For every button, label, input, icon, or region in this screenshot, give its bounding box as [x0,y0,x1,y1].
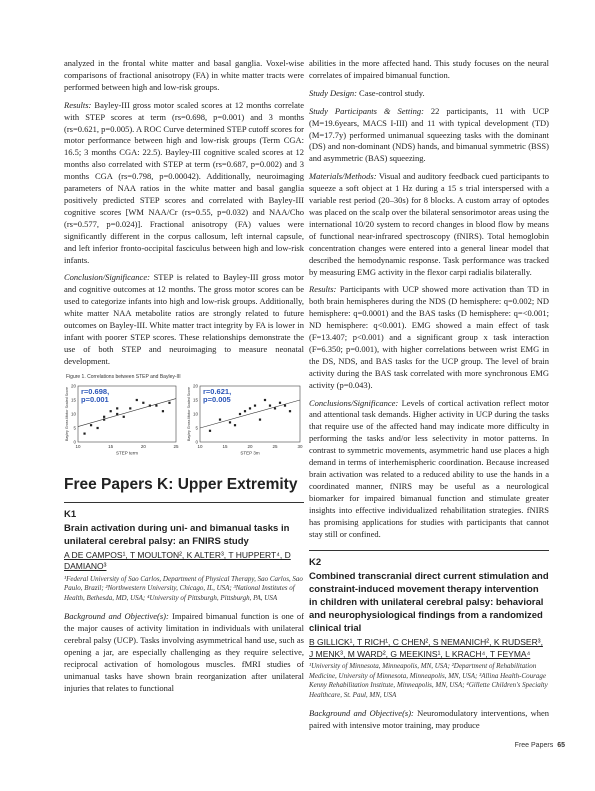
y-tick-label: 0 [73,439,76,445]
data-point [123,415,125,417]
y-axis-label: Bayley Gross Motor Scaled Score [187,386,191,441]
paragraph-text: analyzed in the frontal white matter and basal ganglia. Voxel-wise comparisons of fractional anisotropy (FA) in white matter tracts were performed between high and low-risk groups. [64,58,304,92]
paragraph-lead: Materials/Methods: [309,171,377,182]
left-column [64,58,304,701]
data-point [97,427,99,429]
page-number: 65 [557,742,565,749]
x-tick-label: 15 [222,443,228,449]
section-heading: Free Papers K: Upper Extremity [64,475,298,493]
abstract-affiliations: ¹University of Minnesota, Minneapolis, MN, USA; ²Department of Rehabilitation Medicine, University of Minnesota, Minneapolis, MN, USA; ³Allina Health-Courage Kenny Rehabilitation Institute, Minneapolis, MN, USA; ⁴Gillette Children's Specialty Healthcare, St. Paul, MN, USA [309,662,548,699]
x-tick-label: 25 [173,443,179,449]
paragraph-text: Visual and auditory feedback cued participants to squeeze a soft object at 1 Hz during a 15 s trial interspersed with a variable rest period (20–30s) for 8 blocks. A custom array of optodes was placed on the scalp over the bilateral sensorimotor areas using the international 10/20 system to record changes in blood flow by means of functional near-infrared spectroscopy (fNIRS). Total hemoglobin concentration changes were entered into a general linear model that described the hemodynamic response. Task performance was tracked by measuring EMG activity in the flexor carpi radialis bilaterally. [309,171,549,277]
data-point [168,401,170,403]
page-footer [515,742,565,749]
data-point [83,432,85,434]
chart-annotation: r=0.621, [203,386,232,396]
paragraph [64,58,304,94]
chart-annotation: p=0.001 [81,394,109,404]
data-point [254,404,256,406]
y-tick-label: 5 [195,425,198,431]
y-tick-label: 5 [73,425,76,431]
y-tick-label: 15 [192,397,198,403]
abstract-title: Combined transcranial direct current stimulation and constraint-induced movement therapy intervention in children with unilateral cerebral palsy: behavioral and neurophysiological findings from a randomized clinical trial [309,571,549,635]
y-tick-label: 0 [195,439,198,445]
figure-title: Figure 1. Correlations between STEP and Bayley-III [66,373,181,380]
y-tick-label: 20 [192,383,198,389]
paragraph [64,100,304,267]
abstract-body [309,708,549,732]
data-point [116,407,118,409]
abstract-id: K2 [309,557,322,569]
data-point [259,418,261,420]
paragraph-lead: Study Participants & Setting: [309,105,424,116]
paragraph [64,272,304,367]
x-tick-label: 10 [197,443,203,449]
paragraph-lead: Conclusion/Significance: [64,272,150,283]
data-point [209,429,211,431]
paragraph-text: Participants with UCP showed more activation than TD in both brain hemispheres during the NDS (D hemisphere: q=0.002; ND hemisphere: q=0.0001) and the BAS tasks (D hemisphere: q=<0.001; ND hemisphere: q<0.001). EMG showed a main effect of task (F=13.407; p<0.001) and a significant group x task interaction (F=6.350; p=0.001), with higher correlations between wrist EMG in the DS, NDS, and BAS tasks for the UCP group. The level of brain activity during the BAS task correlated with more synchronous EMG activity (p=0.043). [309,284,549,390]
abstract-k1 [64,509,304,695]
abstract-authors: B GILLICK¹, T RICH¹, C CHEN², S NEMANICH², K RUDSER³, J MENK³, M WARD², G MEEKINS¹, L KRACH⁴, T FEYMA⁴ [309,637,543,659]
data-point [229,421,231,423]
data-point [116,413,118,415]
data-point [219,418,221,420]
paragraph [309,398,549,541]
y-tick-label: 10 [70,411,76,417]
data-point [269,404,271,406]
divider [309,550,549,551]
chart-annotation: r=0.698, [81,386,110,396]
x-tick-label: 20 [247,443,253,449]
data-point [149,404,151,406]
data-point [239,413,241,415]
data-point [103,418,105,420]
paragraph [309,88,549,100]
data-point [279,401,281,403]
data-point [249,407,251,409]
data-point [284,404,286,406]
chart-annotation: p=0.005 [203,394,231,404]
y-tick-label: 15 [70,397,76,403]
x-tick-label: 30 [297,443,303,449]
y-tick-label: 20 [70,383,76,389]
abstract-body-text: Neuromodulatory interventions, when paired with intensive motor training, may produce [309,708,549,731]
x-axis-label: STEP term [116,450,138,456]
y-axis-label: Bayley Gross Motor Scaled Score [65,386,69,441]
abstract-id: K1 [64,508,77,520]
data-point [129,407,131,409]
footer-label: Free Papers [514,742,554,749]
x-tick-label: 20 [140,443,146,449]
data-point [110,410,112,412]
data-point [244,410,246,412]
data-point [90,424,92,426]
abstract-title: Brain activation during uni- and bimanual tasks in unilateral cerebral palsy: an FNIRS study [64,522,290,547]
paragraph [309,58,549,82]
scatter-chart-3m [186,382,304,456]
right-column [309,58,549,738]
abstract-body [64,611,304,694]
paragraph [309,106,549,166]
paragraph-text: abilities in the more affected hand. This study focuses on the neural correlates of impaired bimanual function. [309,58,549,80]
paragraph-text: 22 participants, 11 with UCP (M=19.6years, MACS I-III) and 11 with typical development (TD) (M=17.7y) performed unimanual squeezing tasks with the dominant (DS) and non-dominant (NDS) hands, and bimanual symmetric (BSS) and asymmetric (BAS) squeezing. [309,105,549,164]
paragraph-lead: Conclusions/Significance: [309,397,399,408]
paragraph-text: STEP is related to Bayley-III gross motor and cognitive outcomes at 12 months. The gross motor scores can be used to categorize infants into high and low-risk groups. Additionally, white matter NAA metabolite ratios are strongly related to future outcomes on Bayley-III. White matter tract integrity by FA is lower in infant with poorer STEP scores. These relationships demonstrate the use of both STEP and neuroimaging to measure neonatal development. [64,272,304,366]
left-paragraphs [64,58,304,368]
x-axis-label: STEP 3m [240,450,260,456]
paragraph-text: Case-control study. [356,87,425,98]
abstract-affiliations: ¹Federal University of Sao Carlos, Department of Physical Therapy, Sao Carlos, Sao Paulo, Brazil; ²Northwestern University, Chicago, IL, USA; ³National Institutes of Health, Bethesda, MD, USA; ⁴University of Pittsburgh, Pittsburgh, PA, USA [64,574,303,602]
paragraph-lead: Study Design: [309,87,357,98]
data-point [264,399,266,401]
data-point [155,404,157,406]
paragraph [309,284,549,391]
paragraph [309,171,549,278]
data-point [142,401,144,403]
divider [64,502,304,503]
abstract-body-lead: Background and Objective(s): [64,611,169,622]
abstract-authors: A DE CAMPOS¹, T MOULTON², K ALTER³, T HUPPERT⁴, D DAMIANO³ [64,549,291,572]
paragraph-lead: Results: [64,99,92,110]
data-point [136,399,138,401]
x-tick-label: 10 [75,443,81,449]
scatter-chart-term [64,382,180,456]
abstract-k2 [309,557,549,732]
x-tick-label: 15 [108,443,114,449]
figure-1 [64,374,304,456]
data-point [234,424,236,426]
paragraph-lead: Results: [309,284,337,295]
paragraph-text: Bayley-III gross motor scaled scores at 12 months correlate with STEP scores at term (rs=0.698, p=0.001) and 3 months (rs=0.621, p=0.005). A ROC Curve determined STEP cutoff scores for motor performance between high and low-risk groups (Term CGA: 16.5; 3 months CGA: 22.5). Bayley-III cognitive scaled scores at 12 months also correlated with STEP at term (rs=0.687, p=0.002) and 3 months CGA (rs=0.798, p=0.00042). Additionally, neuroimaging parameters of NAA ratios in the white matter and basal ganglia positively predicted STEP scores and correlated with Bayley-III cognitive scores [WM NAA/Cr (rs=0.55, p=0.032) and NAA/Cho (rs=0.577, p=0.024)]. Fractional anisotropy (FA) values were significantly different in the corpus callosum, left internal capsule, and left inferior fronto-occipital fasciculus between high and low-risk infants. [64,99,304,265]
right-paragraphs [309,58,549,540]
trendline [200,400,300,428]
data-point [274,407,276,409]
data-point [103,415,105,417]
x-tick-label: 25 [272,443,278,449]
data-point [289,410,291,412]
abstract-body-text: Impaired bimanual function is one of the major causes of activity limitation in individuals with unilateral cerebral palsy (UCP). Tasks involving asymmetrical hand use, such as opening a jar, are especially challenging as they require selective, reciprocal activation of homologous muscles. fMRI studies of unimanual tasks have shown brain reorganization after unilateral injuries that relates to functional [64,611,304,693]
abstract-body-lead: Background and Objective(s): [309,708,414,719]
paragraph-text: Levels of cortical activation reflect motor and attentional task demands. Higher activity in UCP during the tasks that require use of the affected hand may indicate more difficulty in performing the tasks and/or less selectivity in motor patterns. In contrast to symmetric movements, asymmetric hand use places a high demand in terms of interhemispheric coordination. Because increased brain activation was related to a reduced ability to use the hands in a coordinated manner, fNIRS may be useful as a neurological biomarker for impaired bimanual function and stimulate greater insights into effective individualized rehabilitation strategies. fNIRS has promising applications for studies with participants that cannot stay still or confined. [309,397,549,539]
data-point [162,410,164,412]
y-tick-label: 10 [192,411,198,417]
